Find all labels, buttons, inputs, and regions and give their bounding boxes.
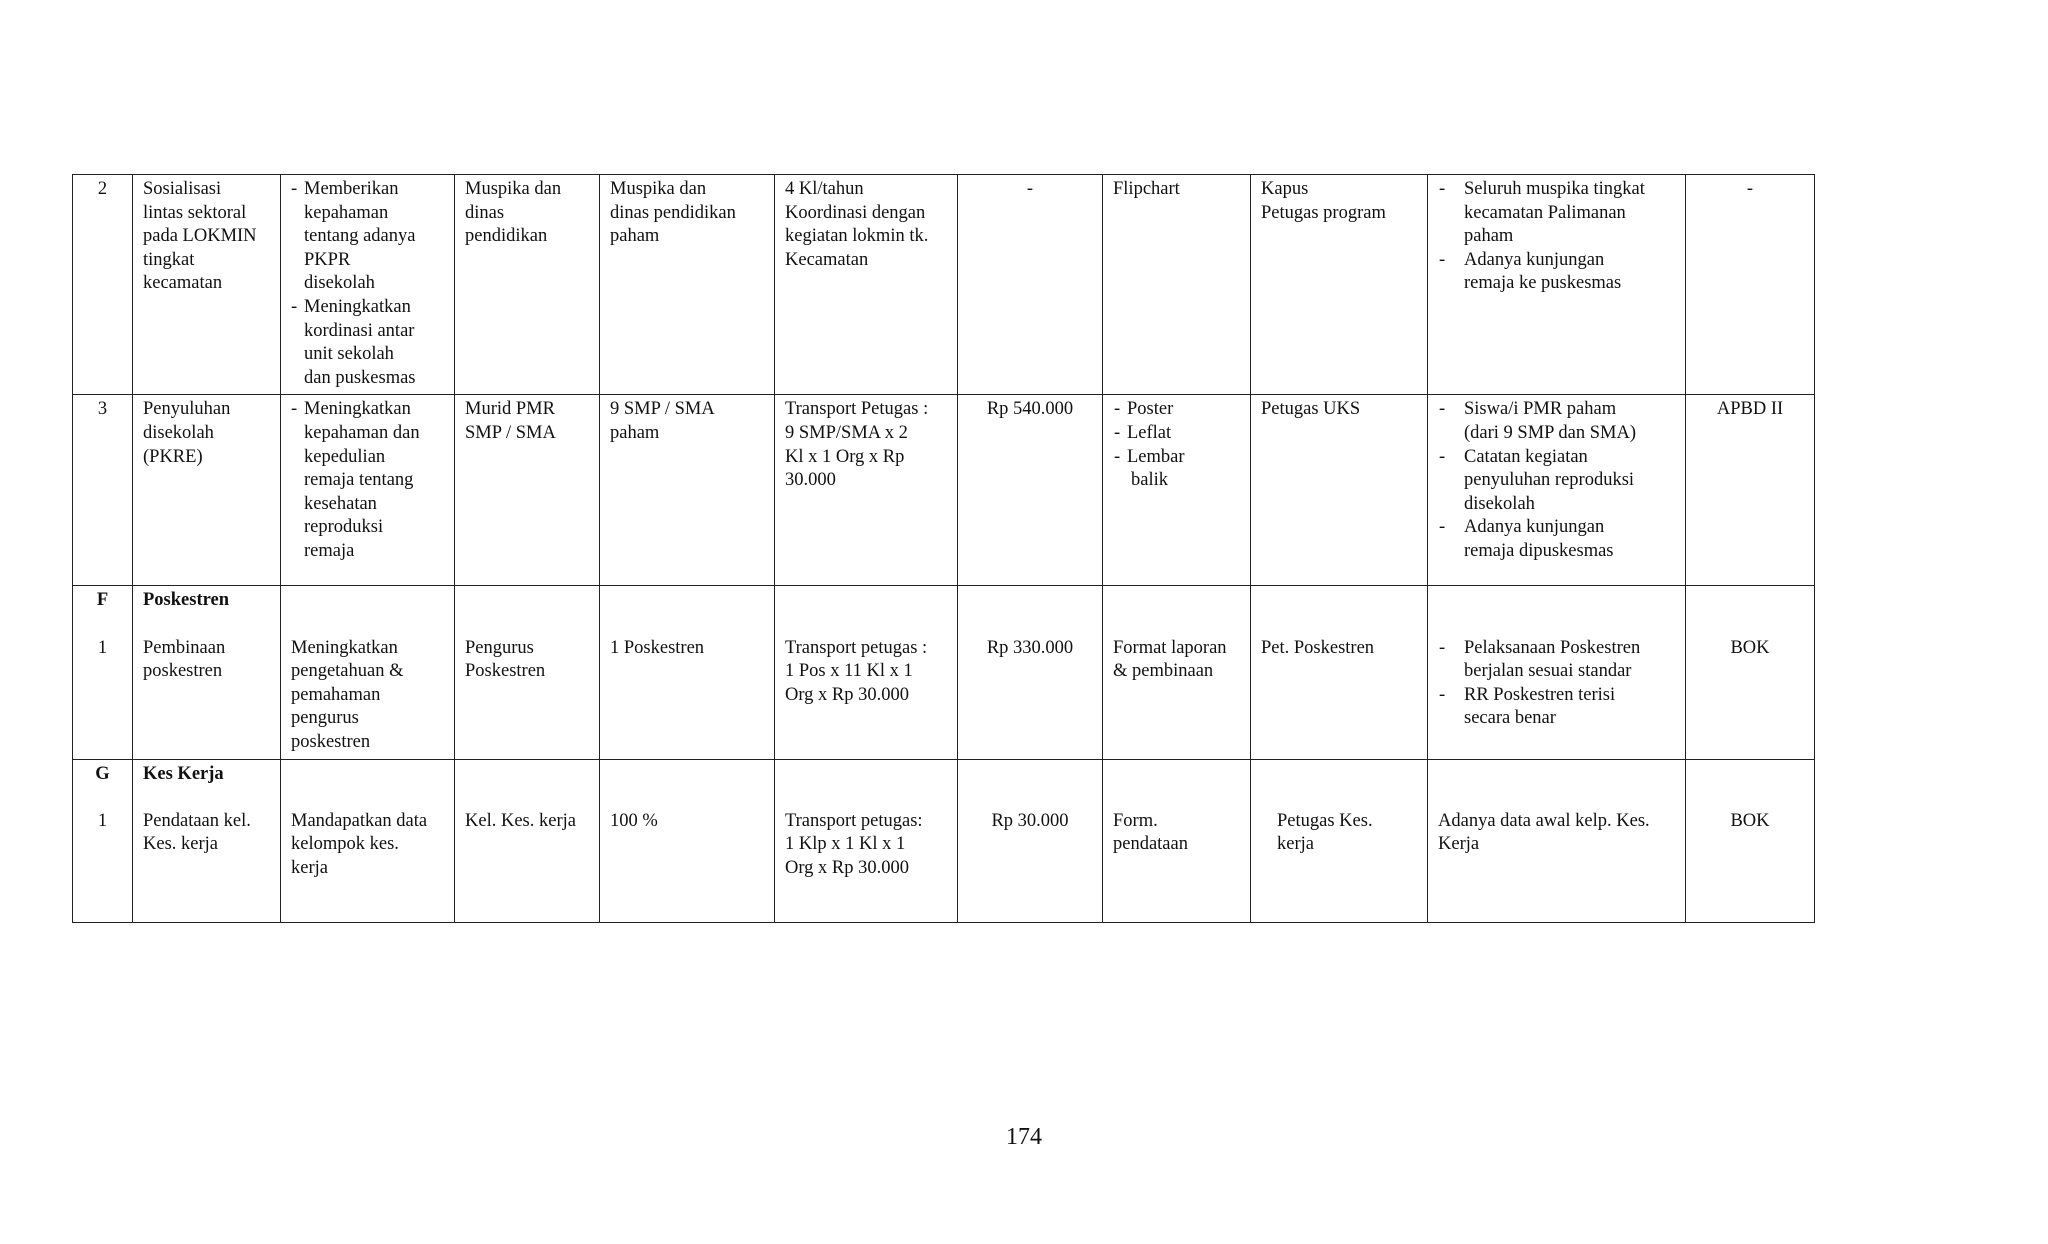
tujuan-cell (281, 395, 455, 586)
line: kelompok kes. (291, 834, 399, 855)
media-cell (1103, 586, 1251, 759)
target-cell (600, 395, 775, 586)
biaya-text: Rp 30.000 (991, 810, 1069, 831)
kegiatan-cell (133, 395, 281, 586)
line: Kes. kerja (143, 834, 218, 855)
sumber-text: BOK (1730, 637, 1770, 658)
line: Penyuluhan (143, 399, 231, 420)
page-number: 174 (1006, 1124, 1042, 1150)
line: tentang adanya (304, 226, 416, 247)
line: - Siswa/i PMR paham (1464, 399, 1617, 420)
line: Adanya data awal kelp. Kes. (1438, 810, 1650, 831)
list-item (1438, 398, 1675, 445)
line: - Poster (1127, 399, 1174, 420)
list-item (1438, 249, 1675, 296)
biaya-cell (958, 395, 1103, 586)
list-item (1438, 684, 1675, 731)
line: (PKRE) (143, 446, 203, 467)
line: Kapus (1261, 179, 1309, 199)
line: Petugas Kes. (1277, 810, 1373, 831)
line: pada LOKMIN (143, 226, 257, 247)
line: poskestren (291, 731, 371, 752)
sasaran-cell (455, 759, 600, 922)
kebutuhan-cell (775, 175, 958, 395)
pelaksana-cell (1251, 175, 1428, 395)
line: Transport petugas : (785, 637, 928, 658)
line: penyuluhan reproduksi (1464, 470, 1635, 491)
line: Petugas UKS (1261, 399, 1361, 420)
kebutuhan-cell (775, 395, 958, 586)
line: Koordinasi dengan (785, 202, 926, 223)
section-letter: G (95, 763, 110, 784)
table-row (73, 175, 1815, 395)
line: Poskestren (465, 661, 546, 682)
line: disekolah (304, 273, 375, 294)
line: Kel. Kes. kerja (465, 810, 576, 831)
table-row (73, 759, 1815, 922)
list-item (1113, 422, 1240, 446)
line: kerja (1277, 834, 1314, 855)
line: berjalan sesuai standar (1464, 661, 1632, 682)
kegiatan-cell (133, 759, 281, 922)
row-number-text: 1 (97, 637, 108, 658)
kebutuhan-cell (775, 759, 958, 922)
media-cell (1103, 175, 1251, 395)
line: kecamatan Palimanan (1464, 202, 1626, 223)
line: Sosialisasi (143, 179, 222, 199)
line: Kecamatan (785, 249, 869, 270)
row-number (73, 586, 133, 759)
sumber-cell (1686, 175, 1815, 395)
list-item (290, 296, 444, 390)
media-cell (1103, 759, 1251, 922)
line: - Catatan kegiatan (1464, 446, 1588, 467)
line: - Adanya kunjungan (1464, 249, 1605, 270)
biaya-cell (958, 175, 1103, 395)
table-row (73, 395, 1815, 586)
sumber-cell (1686, 395, 1815, 586)
line: - Pelaksanaan Poskestren (1464, 637, 1641, 658)
indikator-cell (1428, 586, 1686, 759)
line: secara benar (1464, 708, 1556, 729)
tujuan-cell (281, 175, 455, 395)
line: kerja (291, 857, 328, 878)
line: - Lembar (1127, 446, 1185, 467)
line: kecamatan (143, 273, 223, 294)
kegiatan-cell (133, 586, 281, 759)
line: kesehatan (304, 493, 377, 514)
line: - Seluruh muspika tingkat (1464, 179, 1645, 199)
line: Org x Rp 30.000 (785, 857, 910, 878)
line: Petugas program (1261, 202, 1386, 223)
tujuan-cell (281, 759, 455, 922)
line: Kerja (1438, 834, 1480, 855)
line: Muspika dan (610, 179, 707, 199)
pelaksana-cell (1251, 586, 1428, 759)
line: pengetahuan & (291, 661, 404, 682)
line: 1 Klp x 1 Kl x 1 (785, 834, 906, 855)
list-item (1113, 446, 1240, 493)
line: kepahaman (304, 202, 389, 223)
media-list (1113, 398, 1240, 492)
line: kordinasi antar (304, 320, 415, 341)
row-number (73, 395, 133, 586)
line: disekolah (143, 422, 214, 443)
line: 9 SMP/SMA x 2 (785, 422, 908, 443)
row-number (73, 759, 133, 922)
sumber-cell (1686, 759, 1815, 922)
line: Kl x 1 Org x Rp (785, 446, 905, 467)
line: kepedulian (304, 446, 386, 467)
list-item (1113, 398, 1240, 422)
kebutuhan-cell (775, 586, 958, 759)
line: Org x Rp 30.000 (785, 684, 910, 705)
line: paham (1464, 226, 1514, 247)
target-cell (600, 759, 775, 922)
indikator-list (1438, 637, 1675, 731)
line: Pendataan kel. (143, 810, 251, 831)
line: 1 Pos x 11 Kl x 1 (785, 661, 913, 682)
line: & pembinaan (1113, 661, 1214, 682)
line: Meningkatkan (291, 637, 398, 658)
biaya-text: Rp 540.000 (986, 399, 1074, 420)
sasaran-cell (455, 395, 600, 586)
line: lintas sektoral (143, 202, 247, 223)
target-cell (600, 175, 775, 395)
line: Format laporan (1113, 637, 1227, 658)
sumber-cell (1686, 586, 1815, 759)
line: Pengurus (465, 637, 534, 658)
section-title: Poskestren (143, 590, 229, 611)
line: Pet. Poskestren (1261, 637, 1375, 658)
line: paham (610, 422, 660, 443)
indikator-cell (1428, 759, 1686, 922)
line: disekolah (1464, 493, 1535, 514)
line: poskestren (143, 661, 223, 682)
list-item (290, 178, 444, 296)
line: Form. (1113, 810, 1158, 831)
list-item (1438, 637, 1675, 684)
list-item (1438, 178, 1675, 249)
line: remaja tentang (304, 470, 414, 491)
line: Mandapatkan data (291, 810, 428, 831)
biaya-text: Rp 330.000 (986, 637, 1074, 658)
sumber-text: - (1746, 179, 1754, 199)
line: balik (1131, 470, 1168, 491)
line: 4 Kl/tahun (785, 179, 864, 199)
tujuan-cell (281, 586, 455, 759)
line: - Meningkatkan (304, 399, 411, 420)
tujuan-list (290, 398, 444, 563)
line: dinas pendidikan (610, 202, 736, 223)
sasaran-cell (455, 175, 600, 395)
line: pengurus (291, 708, 359, 729)
indikator-cell (1428, 395, 1686, 586)
row-number-text: 1 (97, 810, 108, 831)
line: Transport Petugas : (785, 399, 929, 420)
line: - Memberikan (304, 179, 399, 199)
indikator-list (1438, 178, 1675, 296)
biaya-cell (958, 586, 1103, 759)
list-item (1438, 446, 1675, 517)
row-number (73, 175, 133, 395)
line: remaja ke puskesmas (1464, 273, 1622, 294)
line: Pembinaan (143, 637, 226, 658)
sumber-text: BOK (1730, 810, 1770, 831)
line: reproduksi (304, 517, 384, 538)
pelaksana-cell (1251, 759, 1428, 922)
line: 30.000 (785, 470, 836, 491)
line: Muspika dan (465, 179, 562, 199)
line: 9 SMP / SMA (610, 399, 715, 420)
line: remaja (304, 540, 355, 561)
line: 1 Poskestren (610, 637, 705, 658)
indikator-list (1438, 398, 1675, 563)
line: Murid PMR (465, 399, 555, 420)
line: - Meningkatkan (304, 296, 411, 317)
table-row (73, 586, 1815, 759)
line: SMP / SMA (465, 422, 556, 443)
biaya-cell (958, 759, 1103, 922)
sumber-text: APBD II (1716, 399, 1784, 420)
line: kepahaman dan (304, 422, 420, 443)
kegiatan-cell (133, 175, 281, 395)
line: PKPR (304, 249, 351, 270)
biaya-text: - (1026, 179, 1034, 199)
line: pemahaman (291, 684, 381, 705)
list-item (290, 398, 444, 563)
pelaksana-cell (1251, 395, 1428, 586)
line: 100 % (610, 810, 658, 831)
line: Transport petugas: (785, 810, 923, 831)
line: (dari 9 SMP dan SMA) (1464, 422, 1636, 443)
indikator-cell (1428, 175, 1686, 395)
row-number-text: 3 (97, 399, 108, 420)
line: kegiatan lokmin tk. (785, 226, 929, 247)
line: Flipchart (1113, 179, 1180, 199)
line: remaja dipuskesmas (1464, 540, 1614, 561)
line: tingkat (143, 249, 195, 270)
media-cell (1103, 395, 1251, 586)
row-number-text: 2 (97, 179, 108, 199)
line: unit sekolah (304, 344, 394, 365)
line: - Leflat (1127, 422, 1172, 443)
activity-plan-table (72, 174, 1815, 923)
line: pendidikan (465, 226, 548, 247)
sasaran-cell (455, 586, 600, 759)
line: pendataan (1113, 834, 1188, 855)
line: paham (610, 226, 660, 247)
section-letter: F (96, 590, 109, 611)
section-title: Kes Kerja (143, 763, 224, 784)
target-cell (600, 586, 775, 759)
line: dan puskesmas (304, 367, 416, 388)
line: dinas (465, 202, 505, 223)
line: - RR Poskestren terisi (1464, 684, 1616, 705)
tujuan-list (290, 178, 444, 390)
list-item (1438, 516, 1675, 563)
line: - Adanya kunjungan (1464, 517, 1605, 538)
